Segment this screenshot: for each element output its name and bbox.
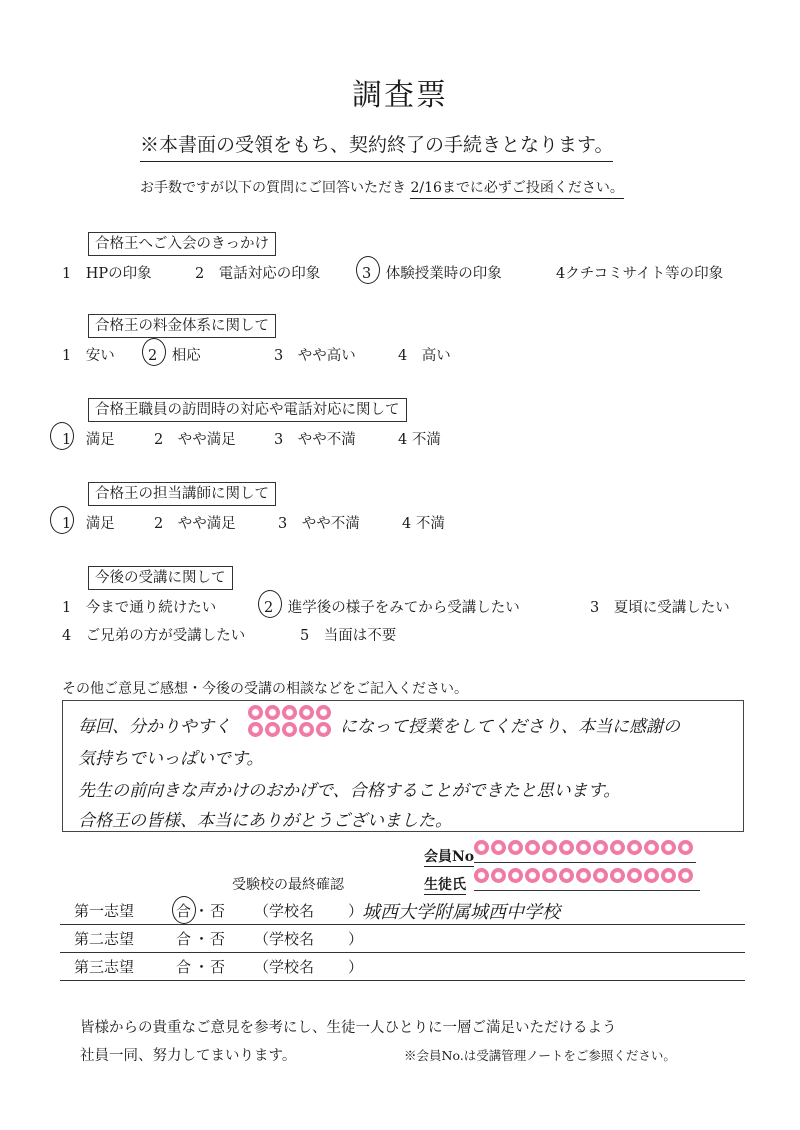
school-row-2-pass[interactable]: 合 <box>176 930 192 948</box>
q3-option-4[interactable]: 4 不満 <box>398 432 441 448</box>
school-row-3-sep: ・ <box>194 958 210 976</box>
q5-option-4[interactable]: 4 ご兄弟の方が受講したい <box>62 628 246 644</box>
school-row-1-fail[interactable]: 否 <box>210 902 226 920</box>
comments-prompt: その他ご意見ご感想・今後の受講の相談などをご記入ください。 <box>62 681 468 697</box>
q2-option-3[interactable]: 3 やや高い <box>274 348 356 364</box>
q5-option-5[interactable]: 5 当面は不要 <box>300 628 397 644</box>
page-title: 調査票 <box>352 78 448 113</box>
student-name-label: 生徒氏 <box>424 874 466 895</box>
school-row-3-school-label: （学校名 <box>254 958 315 976</box>
school-row-3 <box>60 954 745 981</box>
school-row-3-fail[interactable]: 否 <box>210 958 226 976</box>
q2-option-4[interactable]: 4 高い <box>398 348 451 364</box>
question-heading-4: 合格王の担当講師に関して <box>88 482 276 506</box>
subtitle-notice: ※本書面の受領をもち、契約終了の手続きとなります。 <box>140 130 613 162</box>
q3-option-3[interactable]: 3 やや不満 <box>274 432 356 448</box>
comment-line-1b: になって授業をしてくださり、本当に感謝の <box>340 717 680 737</box>
q4-option-2[interactable]: 2 やや満足 <box>154 516 236 532</box>
q4-option-4[interactable]: 4 不満 <box>402 516 445 532</box>
q4-selected-circle <box>50 506 74 534</box>
instruction-deadline: 2/16までに必ずご投函ください。 <box>410 180 623 199</box>
comment-line-3: 先生の前向きな声かけのおかげで、合格することができたと思います。 <box>78 781 621 801</box>
q1-option-3[interactable]: 3 体験授業時の印象 <box>362 266 502 282</box>
student-name-redaction <box>474 868 693 883</box>
school-row-2-sep: ・ <box>194 930 210 948</box>
question-heading-2: 合格王の料金体系に関して <box>88 314 276 338</box>
closing-line-1: 皆様からの貴重なご意見を参考にし、生徒一人ひとりに一層ご満足いただけるよう <box>80 1020 617 1036</box>
member-no-note: ※会員No.は受講管理ノートをご参照ください。 <box>404 1048 676 1063</box>
q3-selected-circle <box>50 422 74 450</box>
q3-option-1[interactable]: 1 満足 <box>62 432 115 448</box>
school-row-2 <box>60 926 745 953</box>
school-row-1-pass[interactable]: 合 <box>176 902 192 920</box>
school-row-1-sep: ・ <box>194 902 210 920</box>
q2-option-1[interactable]: 1 安い <box>62 348 115 364</box>
member-no-redaction <box>474 840 693 855</box>
q1-option-2[interactable]: 2 電話対応の印象 <box>195 266 321 282</box>
school-row-3-label: 第三志望 <box>74 958 135 976</box>
instruction-text: お手数ですが以下の質問にご回答いただき <box>140 180 406 196</box>
member-no-field[interactable] <box>474 862 696 863</box>
q5-selected-circle <box>258 590 282 618</box>
q2-selected-circle <box>142 338 166 366</box>
school-row-2-label: 第二志望 <box>74 930 135 948</box>
redaction-mark <box>248 705 338 737</box>
school-row-3-close: ） <box>348 958 364 976</box>
comment-line-4: 合格王の皆様、本当にありがとうございました。 <box>78 811 452 831</box>
school-row-1 <box>60 898 745 925</box>
q4-option-1[interactable]: 1 満足 <box>62 516 115 532</box>
school-row-1-pass-circle <box>172 896 196 924</box>
instruction <box>140 177 624 197</box>
school-row-1-school-name: 城西大学附属城西中学校 <box>362 902 560 923</box>
q1-option-1[interactable]: 1 HPの印象 <box>62 266 152 282</box>
member-no-label: 会員No <box>424 846 474 867</box>
q1-option-4[interactable]: 4クチコミサイト等の印象 <box>556 266 724 282</box>
closing-line-2: 社員一同、努力してまいります。 <box>80 1048 297 1064</box>
school-row-3-pass[interactable]: 合 <box>176 958 192 976</box>
question-heading-3: 合格王職員の訪問時の対応や電話対応に関して <box>88 398 407 422</box>
school-row-2-school-label: （学校名 <box>254 930 315 948</box>
school-row-2-close: ） <box>348 930 364 948</box>
final-check-heading: 受験校の最終確認 <box>232 877 344 893</box>
comment-line-2: 気持ちでいっぱいです。 <box>78 749 264 769</box>
school-row-1-close: ） <box>348 902 364 920</box>
q5-option-1[interactable]: 1 今まで通り続けたい <box>62 600 217 616</box>
school-row-1-school-label: （学校名 <box>254 902 315 920</box>
question-heading-1: 合格王へご入会のきっかけ <box>88 232 276 256</box>
q1-selected-circle <box>356 256 380 284</box>
q4-option-3[interactable]: 3 やや不満 <box>278 516 360 532</box>
school-row-1-label: 第一志望 <box>74 902 135 920</box>
q5-option-2[interactable]: 2 進学後の様子をみてから受講したい <box>264 600 520 616</box>
q2-option-2[interactable]: 2 相応 <box>148 348 201 364</box>
comment-line-1a: 毎回、分かりやすく <box>78 717 231 737</box>
question-heading-5: 今後の受講に関して <box>88 566 233 590</box>
q5-option-3[interactable]: 3 夏頃に受講したい <box>590 600 730 616</box>
q3-option-2[interactable]: 2 やや満足 <box>154 432 236 448</box>
student-name-field[interactable] <box>474 890 700 891</box>
school-row-2-fail[interactable]: 否 <box>210 930 226 948</box>
